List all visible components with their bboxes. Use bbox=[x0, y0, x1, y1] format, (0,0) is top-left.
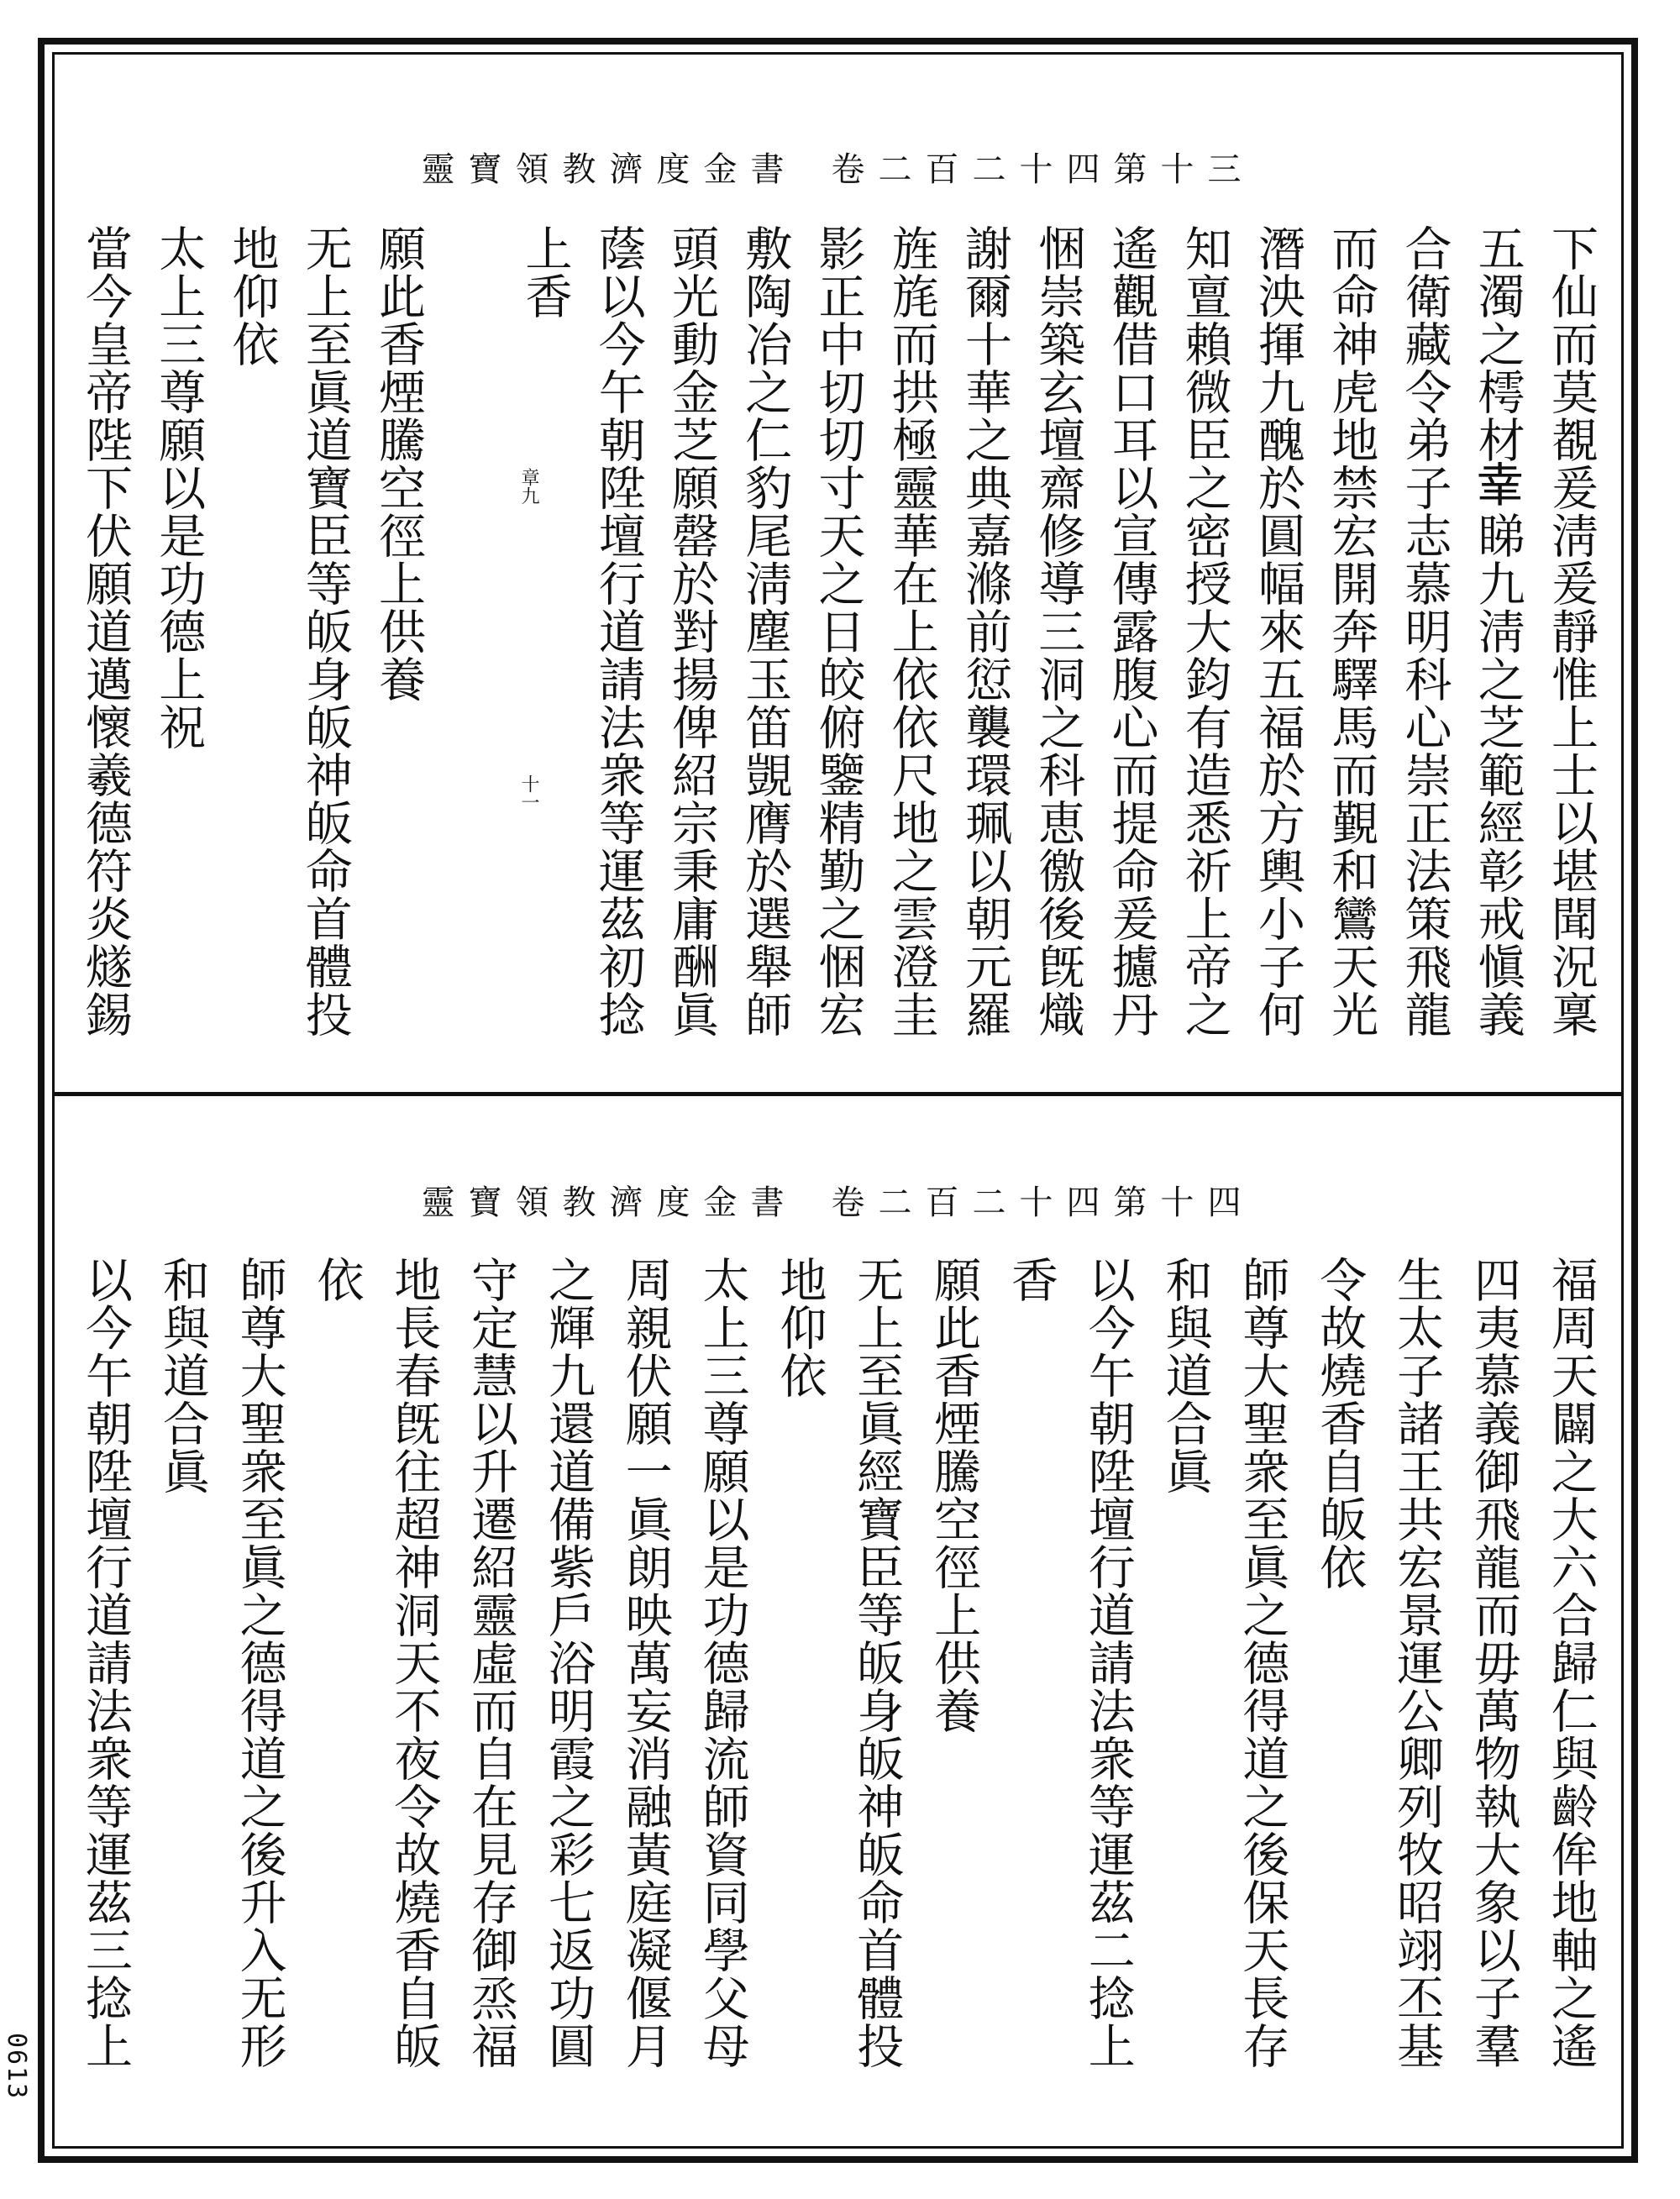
text-column: 香 bbox=[1003, 1256, 1058, 1304]
lower-page bbox=[52, 1096, 1624, 2149]
text-columns bbox=[77, 224, 1599, 1075]
text-column: 和與道合眞 bbox=[155, 1256, 210, 1495]
text-column: 四夷慕義御飛龍而毋萬物執大象以子羣 bbox=[1466, 1256, 1521, 2070]
text-column: 合衛藏令弟子志慕明科心崇正法策飛龍 bbox=[1397, 224, 1452, 1038]
text-column: 五濁之樗材𦍒睇九淸之芝範經彰戒愼義 bbox=[1470, 224, 1525, 1038]
text-column: 遙觀借口耳以宣傳露腹心而提命爰攄丹 bbox=[1104, 224, 1159, 1038]
book-title: 靈寶領教濟度金書 bbox=[421, 1183, 798, 1222]
text-column: 无上至眞道寶臣等皈身皈神皈命首體投 bbox=[297, 224, 353, 1038]
text-column: 地長春旣往超神洞天不夜令故燒香自皈 bbox=[386, 1256, 442, 2070]
margin-note: 章九 bbox=[518, 468, 539, 505]
text-column: 生太子諸王共宏景運公卿列牧昭翊丕基 bbox=[1389, 1256, 1445, 2070]
book-title: 靈寶領教濟度金書 bbox=[421, 150, 798, 189]
text-column: 知亶賴微臣之密授大鈞有造悉祈上帝之 bbox=[1177, 224, 1232, 1038]
text-column: 之輝九還道備紫戶浴明霞之彩七返功圓 bbox=[540, 1256, 596, 2070]
text-column: 蔭以今午朝陞壇行道請法衆等運茲初捻 bbox=[591, 224, 646, 1038]
text-column: 上香 bbox=[517, 224, 573, 320]
text-column: 依 bbox=[309, 1256, 365, 1304]
text-column: 潛泱揮九醜於圓幅來五福於方輿小子何 bbox=[1251, 224, 1305, 1038]
text-column: 周親伏願一眞朗映萬妄消融黃庭凝偃月 bbox=[617, 1256, 673, 2070]
text-column: 而命神虎地禁宏開奔驛馬而覲和鸞天光 bbox=[1324, 224, 1379, 1038]
text-column: 以今午朝陞壇行道請法衆等運茲三捻上 bbox=[78, 1256, 133, 2070]
running-header bbox=[52, 1176, 1624, 1224]
text-column: 以今午朝陞壇行道請法衆等運茲二捻上 bbox=[1080, 1256, 1136, 2070]
text-column: 和與道合眞 bbox=[1158, 1256, 1213, 1495]
text-column: 師尊大聖衆至眞之德得道之後升入无形 bbox=[232, 1256, 287, 2070]
running-header bbox=[52, 143, 1624, 191]
text-column: 師尊大聖衆至眞之德得道之後保天長存 bbox=[1235, 1256, 1290, 2070]
upper-page bbox=[52, 52, 1624, 1092]
text-column: 當今皇帝陛下伏願道邁懷羲德符炎燧錫 bbox=[78, 224, 133, 1038]
text-column: 福周天闢之大六合歸仁與齡侔地軸之遙 bbox=[1543, 1256, 1599, 2070]
text-column: 太上三尊願以是功德上祝 bbox=[151, 224, 207, 751]
text-column: 影正中切切寸天之日皎俯鑒精勤之悃宏 bbox=[811, 224, 866, 1038]
margin-note: 十一 bbox=[518, 774, 539, 811]
text-column: 頭光動金芝願罄於對揚俾紹宗秉庸酬眞 bbox=[664, 224, 719, 1038]
text-column: 願此香煙騰空徑上供養 bbox=[927, 1256, 982, 1735]
text-column: 敷陶冶之仁豹尾淸塵玉笛覬膺於選舉師 bbox=[738, 224, 793, 1038]
volume-folio: 卷二百二十四第十四 bbox=[831, 1183, 1255, 1222]
page-number: 0613 bbox=[2, 2033, 31, 2101]
text-column: 令故燒香自皈依 bbox=[1312, 1256, 1368, 1591]
text-columns bbox=[77, 1256, 1599, 2132]
text-column: 太上三尊願以是功德歸流師資同學父母 bbox=[695, 1256, 750, 2070]
text-column: 旌旄而拱極靈華在上依依尺地之雲澄圭 bbox=[884, 224, 939, 1038]
text-column: 謝爾十華之典嘉滌前愆襲環珮以朝元羅 bbox=[958, 224, 1012, 1038]
text-column: 地仰依 bbox=[772, 1256, 827, 1399]
text-column: 无上至眞經寶臣等皈身皈神皈命首體投 bbox=[849, 1256, 905, 2070]
volume-folio: 卷二百二十四第十三 bbox=[831, 150, 1255, 189]
text-column: 願此香煙騰空徑上供養 bbox=[371, 224, 426, 703]
text-column: 悃崇築玄壇齋修導三洞之科恵徼後旣熾 bbox=[1031, 224, 1086, 1038]
text-column: 守定慧以升遷紹靈虛而自在見存御烝福 bbox=[464, 1256, 519, 2070]
text-column: 地仰依 bbox=[224, 224, 280, 368]
text-column: 下仙而莫覩爰淸爰靜惟上士以堪聞況稟 bbox=[1544, 224, 1599, 1038]
